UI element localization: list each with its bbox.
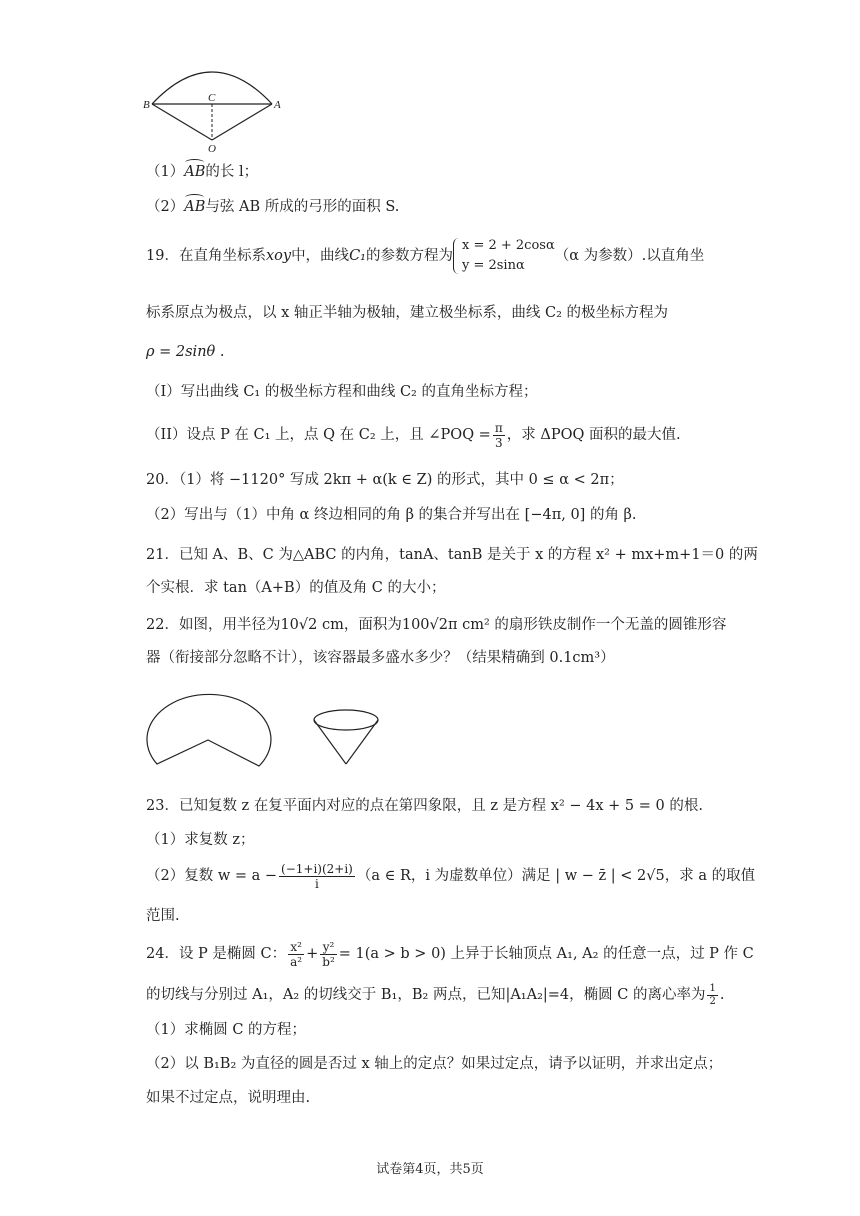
- q23-line2: （1）求复数 z；: [146, 832, 255, 848]
- q18-part1: （1）AB的长 l；: [146, 164, 259, 180]
- fraction-one-half: $\frac{1}{2}$: [709, 982, 716, 1007]
- page-footer: 试卷第4页，共5页: [376, 1162, 484, 1177]
- cone-rim: [314, 710, 378, 730]
- q23-line3: （2）复数 w = a − $\frac{(-1+i)(2+i)}{i}$ （a ∈ R，i 为虚数单位）满足 | w − z̄ | < 2√5，求 a 的取值: [146, 861, 756, 891]
- q22-line2: 器（衔接部分忽略不计），该容器最多盛水多少？（结果精确到 0.1cm³）: [146, 650, 615, 666]
- fraction-complex: $\frac{(-1+i)(2+i)}{i}$: [281, 861, 353, 891]
- q24-line1: 24．设 P 是椭圆 C： $\frac{\text{x²}}{\text{a²}}$ + $\frac{\text{y²}}{\text{b²}}$ = 1(a > b > 0) 上异于长轴顶点 A₁, A₂ 的任意一点，过 P 作 C: [146, 939, 754, 969]
- q20-line2: （2）写出与（1）中角 α 终边相同的角 β 的集合并写出在 [−4π, 0] 的角 β.: [146, 507, 637, 523]
- q19-line1: 19．在直角坐标系xoy中，曲线C₁的参数方程为 x = 2 + 2cosα y = 2sinα （α 为参数）.以直角坐: [146, 236, 704, 276]
- q24-line5: 如果不过定点，说明理由.: [146, 1090, 311, 1106]
- q20-line1: 20．（1）将 −1120° 写成 2kπ + α(k ∈ Z) 的形式，其中 0 ≤ α < 2π；: [146, 472, 624, 488]
- fraction-x2-a2: $\frac{\text{x²}}{\text{a²}}$: [290, 939, 303, 969]
- cone-figure: [306, 704, 386, 770]
- q18-part2: （2）AB与弦 AB 所成的弓形的面积 S.: [146, 199, 400, 215]
- fraction-y2-b2: $\frac{\text{y²}}{\text{b²}}$: [322, 939, 335, 969]
- label-c: C: [208, 92, 216, 104]
- label-a: A: [274, 99, 281, 111]
- q22-line1: 22．如图，用半径为10√2 cm，面积为100√2π cm² 的扇形铁皮制作一个无盖的圆锥形容: [146, 617, 727, 633]
- cone-left-side: [314, 720, 346, 764]
- q19-line5: （II）设点 P 在 C₁ 上，点 Q 在 C₂ 上，且 ∠POQ = $\frac{\pi}{3}$ ，求 ΔPOQ 面积的最大值.: [146, 420, 681, 450]
- q19-line3: ρ = 2sinθ .: [146, 344, 225, 360]
- q23-line4: 范围.: [146, 908, 180, 924]
- q19-line2: 标系原点为极点，以 x 轴正半轴为极轴，建立极坐标系，曲线 C₂ 的极坐标方程为: [146, 305, 669, 321]
- arc-ab: AB: [184, 164, 206, 180]
- radius-ob: [152, 104, 212, 140]
- label-o: O: [208, 143, 216, 155]
- q24-line3: （1）求椭圆 C 的方程；: [146, 1022, 307, 1038]
- label-b: B: [143, 99, 150, 111]
- q21-line1: 21．已知 A、B、C 为△ABC 的内角，tanA、tanB 是关于 x 的方程 x² + mx+m+1＝0 的两: [146, 547, 758, 563]
- sector-figure: [140, 60, 290, 156]
- arc-ab-2: AB: [184, 199, 206, 215]
- q24-line2: 的切线与分别过 A₁，A₂ 的切线交于 B₁，B₂ 两点，已知|A₁A₂|=4，椭圆 C 的离心率为 $\frac{1}{2}$ .: [146, 982, 725, 1007]
- q21-line2: 个实根．求 tan（A+B）的值及角 C 的大小；: [146, 580, 446, 596]
- q24-line4: （2）以 B₁B₂ 为直径的圆是否过 x 轴上的定点？如果过定点，请予以证明，并求出定点；: [146, 1056, 723, 1072]
- q23-line1: 23．已知复数 z 在复平面内对应的点在第四象限，且 z 是方程 x² − 4x + 5 = 0 的根.: [146, 798, 703, 814]
- sector-sheet-figure: [144, 686, 274, 782]
- fraction-pi-over-3: $\frac{\pi}{3}$: [494, 420, 503, 450]
- sector-sheet: [147, 694, 271, 766]
- param-equation-system: x = 2 + 2cosα y = 2sinα: [453, 236, 555, 276]
- q19-line4: （I）写出曲线 C₁ 的极坐标方程和曲线 C₂ 的直角坐标方程；: [146, 384, 538, 400]
- radius-oa: [212, 104, 272, 140]
- cone-right-side: [346, 720, 378, 764]
